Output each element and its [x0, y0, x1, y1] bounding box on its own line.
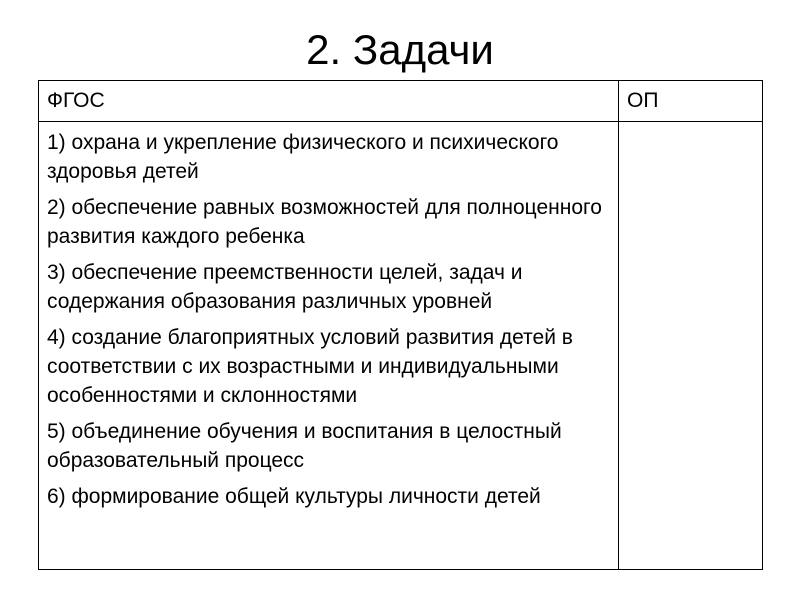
op-cell: [619, 122, 763, 570]
task-item: 4) создание благоприятных условий развития детей в соответствии с их возрастными и индивидуальными особенностями и склонностями: [47, 326, 573, 407]
header-op: ОП: [619, 81, 763, 122]
task-item: 5) объединение обучения и воспитания в целостный образовательный процесс: [47, 420, 562, 472]
task-item: 1) охрана и укрепление физического и психического здоровья детей: [47, 131, 559, 183]
task-item: 2) обеспечение равных возможностей для полноценного развития каждого ребенка: [47, 196, 602, 248]
header-fgos: ФГОС: [39, 81, 619, 122]
tasks-table: [38, 80, 763, 570]
fgos-tasks-cell: [39, 122, 619, 570]
task-item: 6) формирование общей культуры личности детей: [47, 485, 541, 508]
task-item: 3) обеспечение преемственности целей, задач и содержания образования различных уровней: [47, 261, 523, 313]
slide-title: 2. Задачи: [306, 26, 494, 73]
table-header-row: [39, 81, 763, 122]
table-body-row: [39, 122, 763, 570]
